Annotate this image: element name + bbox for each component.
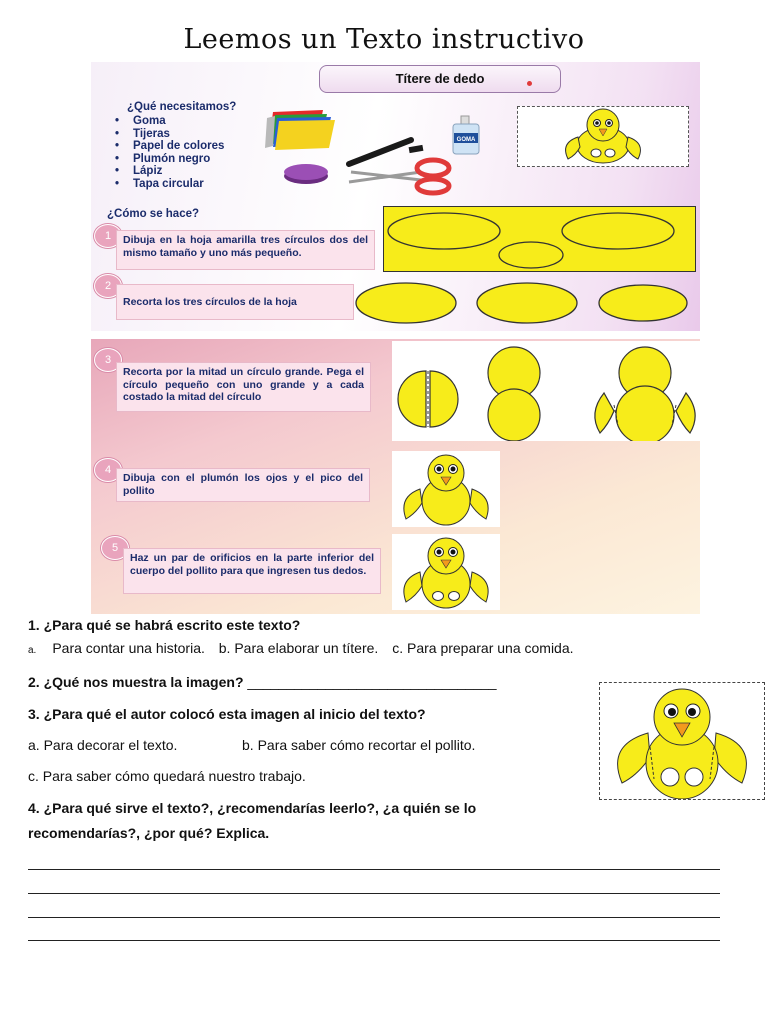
page-title: Leemos un Texto instructivo: [183, 24, 585, 55]
answer-line[interactable]: [28, 917, 720, 918]
question-3-option-b: b. Para saber cómo recortar el pollito.: [242, 737, 476, 753]
list-item: • Tapa circular: [115, 178, 224, 191]
scissors-icon: [349, 160, 449, 193]
assembly-illustration: [392, 341, 700, 441]
circular-lid-icon: [284, 164, 328, 184]
colored-paper-icon: [265, 110, 335, 150]
chick-icon: [392, 451, 500, 527]
materials-list: [115, 115, 224, 191]
question-3: 3. ¿Para qué el autor colocó esta imagen al inicio del texto?: [28, 706, 426, 722]
chick-icon: [600, 683, 764, 799]
step-number-badge: 3: [94, 348, 122, 372]
list-item: • Goma: [115, 115, 224, 128]
question-1: 1. ¿Para qué se habrá escrito este texto?: [28, 617, 301, 633]
materials-illustration: [261, 102, 501, 197]
step-number-badge: 4: [94, 458, 122, 482]
question-2: 2. ¿Qué nos muestra la imagen? ________________________________: [28, 674, 497, 690]
step-3-text: Recorta por la mitad un círculo grande. Pega el círculo pequeño con uno grande y a cada costado la mitad del círculo: [116, 362, 371, 412]
answer-blank[interactable]: ________________________________: [247, 674, 497, 690]
step-number-badge: 5: [101, 536, 129, 560]
chick-reference-image: [599, 682, 765, 800]
chick-with-holes-illustration: [392, 534, 500, 610]
answer-line[interactable]: [28, 869, 720, 870]
question-3-option-c: c. Para saber cómo quedará nuestro trabajo.: [28, 768, 306, 784]
list-item: • Papel de colores: [115, 140, 224, 153]
list-item: • Lápiz: [115, 165, 224, 178]
cut-circles-illustration: [353, 280, 693, 326]
list-item: • Tijeras: [115, 128, 224, 141]
option-letter: a.: [28, 645, 37, 656]
finished-chick-preview: [517, 106, 689, 167]
list-item: • Plumón negro: [115, 153, 224, 166]
red-dot-icon: [527, 81, 532, 86]
marker-icon: [349, 140, 423, 164]
question-4-line-1: 4. ¿Para qué sirve el texto?, ¿recomendarías leerlo?, ¿a quién se lo: [28, 800, 477, 816]
step-number-badge: 2: [94, 274, 122, 298]
question-3-option-a: a. Para decorar el texto.: [28, 737, 178, 753]
materials-heading: ¿Qué necesitamos?: [127, 101, 237, 113]
step-2-text: Recorta los tres círculos de la hoja: [116, 284, 354, 320]
question-1-options: [28, 640, 574, 656]
answer-line[interactable]: [28, 940, 720, 941]
step-5-text: Haz un par de orificios en la parte inferior del cuerpo del pollito para que ingresen tus dedos.: [123, 548, 381, 594]
step-number-badge: 1: [94, 224, 122, 248]
instruction-card: [91, 62, 700, 614]
card-title: Títere de dedo: [319, 65, 561, 93]
chick-with-face-illustration: [392, 451, 500, 527]
option-a: Para contar una historia.: [52, 640, 205, 656]
chick-icon: [392, 534, 500, 610]
chick-icon: [518, 107, 688, 166]
yellow-sheet-with-circles: [383, 206, 696, 272]
glue-bottle-icon: [453, 116, 479, 154]
steps-heading: ¿Cómo se hace?: [107, 208, 200, 220]
panel-divider: [91, 331, 700, 339]
question-4-line-2: recomendarías?, ¿por qué? Explica.: [28, 825, 270, 841]
step-4-text: Dibuja con el plumón los ojos y el pico del pollito: [116, 468, 370, 502]
step-1-text: Dibuja en la hoja amarilla tres círculos dos del mismo tamaño y uno más pequeño.: [116, 230, 375, 270]
glue-label: GOMA: [456, 137, 476, 143]
option-b: b. Para elaborar un títere.: [218, 640, 379, 656]
answer-line[interactable]: [28, 893, 720, 894]
option-c: c. Para preparar una comida.: [392, 640, 574, 656]
